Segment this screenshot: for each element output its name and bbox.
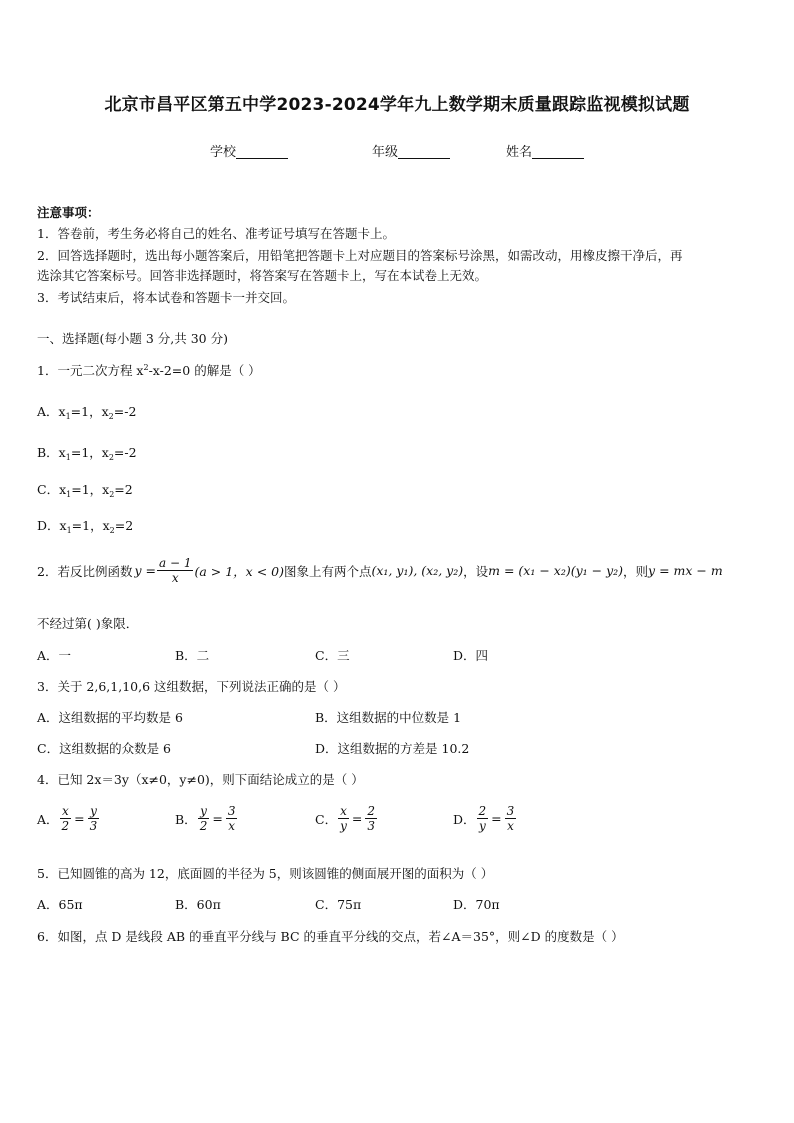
name-field [506, 141, 584, 160]
q4-option-b[interactable]: B． $\frac{y}{2}$ = $\frac{3}{x}$ [175, 804, 236, 833]
page-title: 北京市昌平区第五中学2023-2024学年九上数学期末质量跟踪监视模拟试题 [104, 95, 690, 115]
school-label: 学校 [210, 145, 237, 160]
q3-option-d[interactable]: D．这组数据的方差是 10.2 [315, 741, 470, 756]
q4-option-a[interactable]: A． $\frac{x}{2}$ = $\frac{y}{3}$ [37, 804, 98, 833]
q2-fraction: $\frac{a - 1}{x}$ [158, 556, 192, 585]
note-item-3: 3．考试结束后，将本试卷和答题卡一并交回。 [37, 290, 295, 305]
q4-option-d[interactable]: D． $\frac{2}{y}$ = $\frac{3}{x}$ [453, 804, 515, 833]
q1-option-d[interactable]: D．$x_1=1$，$x_2=2$ [37, 518, 134, 535]
q1-option-a[interactable]: A．$x_1=1$，$x_2=-2$ [37, 404, 137, 421]
grade-label: 年级 [372, 145, 399, 160]
q2-option-b[interactable]: B．二 [175, 648, 210, 663]
section-heading: 一、选择题(每小题 3 分,共 30 分) [37, 331, 228, 346]
q4-option-c[interactable]: C． $\frac{x}{y}$ = $\frac{2}{3}$ [315, 804, 375, 833]
q5-stem: 5．已知圆锥的高为 12，底面圆的半径为 5，则该圆锥的侧面展开图的面积为（ ） [37, 866, 494, 881]
q3-option-c[interactable]: C．这组数据的众数是 6 [37, 741, 171, 756]
q2-option-c[interactable]: C．三 [315, 648, 350, 663]
q2-option-d[interactable]: D．四 [453, 648, 489, 663]
q1-option-c[interactable]: C．$x_1=1$，$x_2=2$ [37, 482, 133, 499]
q5-option-a[interactable]: A．65π [37, 897, 83, 912]
grade-blank [398, 144, 450, 159]
q5-option-d[interactable]: D．70π [453, 897, 500, 912]
q2-option-a[interactable]: A．一 [37, 648, 72, 663]
name-blank [532, 144, 584, 159]
q5-option-c[interactable]: C．75π [315, 897, 362, 912]
note-item-2-cont: 选涂其它答案标号。回答非选择题时，将答案写在答题卡上，写在本试卷上无效。 [37, 268, 488, 283]
q2-stem: 2．若反比例函数 y = $\frac{a - 1}{x}$ (a > 1，x < 0) 图象上有两个点 (x₁, y₁), (x₂, y₂) ，设 m = (x₁ − x₂)(y₁ − y₂) ，则 y = mx − m [37, 556, 723, 585]
school-blank [236, 144, 288, 159]
note-item-1: 1．答卷前，考生务必将自己的姓名、准考证号填写在答题卡上。 [37, 226, 395, 241]
note-item-2: 2．回答选择题时，选出每小题答案后，用铅笔把答题卡上对应题目的答案标号涂黑，如需改动，用橡皮擦干净后，再 [37, 248, 683, 263]
grade-field [372, 141, 450, 160]
q2-stem-cont: 不经过第( )象限． [37, 616, 139, 631]
q3-option-b[interactable]: B．这组数据的中位数是 1 [315, 710, 462, 725]
school-field [210, 141, 288, 160]
q1-stem: 1．一元二次方程 $x^2-x-2=0$ 的解是（ ） [37, 363, 261, 378]
q5-option-b[interactable]: B．60π [175, 897, 221, 912]
q4-stem: 4．已知 2x＝3y（x≠0，y≠0)，则下面结论成立的是（ ） [37, 772, 364, 787]
name-label: 姓名 [506, 145, 533, 160]
q6-stem: 6．如图，点 D 是线段 AB 的垂直平分线与 BC 的垂直平分线的交点，若∠A＝35°，则∠D 的度数是（ ） [37, 929, 624, 944]
q3-stem: 3．关于 2,6,1,10,6 这组数据，下列说法正确的是（ ） [37, 679, 346, 694]
q3-option-a[interactable]: A．这组数据的平均数是 6 [37, 710, 183, 725]
notes-heading: 注意事项： [37, 205, 100, 220]
q1-option-b[interactable]: B．$x_1=1$，$x_2=-2$ [37, 445, 137, 462]
